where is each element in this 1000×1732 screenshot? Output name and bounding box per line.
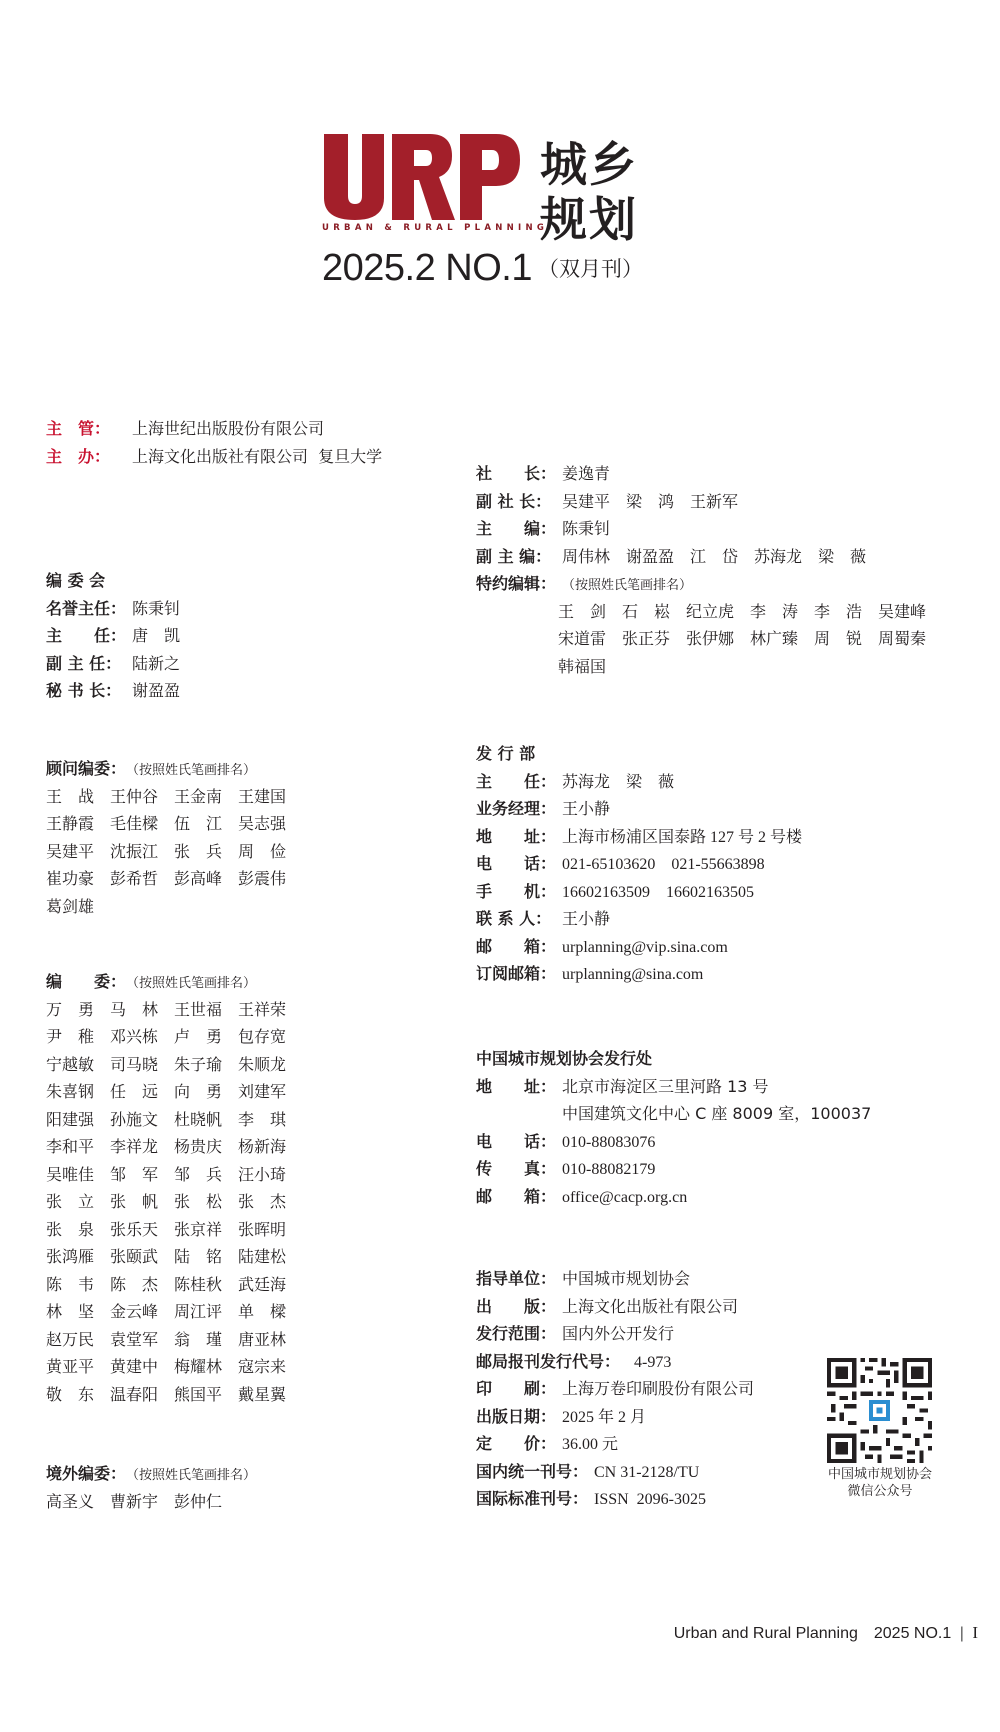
editors-names-row: 黄亚平 黄建中 梅耀林 寇宗来 xyxy=(46,1357,287,1376)
publication-row: 定 价： 36.00 元 xyxy=(476,1434,619,1453)
cacp-block xyxy=(476,1045,871,1210)
distribution-heading: 发 行 部 xyxy=(476,744,536,763)
editors-names-row: 阳建强 孙施文 杜晓帆 李 琪 xyxy=(46,1109,287,1129)
editors-names-row: 张 泉 张乐天 张京祥 张晖明 xyxy=(46,1219,287,1239)
page-number: I xyxy=(972,1623,978,1642)
qr-caption: 中国城市规划协会 微信公众号 xyxy=(827,1467,932,1499)
distribution-row: 电 话： 021-65103620 021-55663898 xyxy=(476,854,765,873)
press-row: 副 社 长： 吴建平 梁 鸿 王新军 xyxy=(476,491,739,511)
advisors-names-row: 崔功豪 彭希哲 彭高峰 彭震伟 xyxy=(46,869,287,888)
publication-row: 指导单位： 中国城市规划协会 xyxy=(476,1269,691,1288)
press-row: 主 编： 陈秉钊 xyxy=(476,519,611,538)
cacp-row: 电 话： 010-88083076 xyxy=(476,1131,656,1151)
distribution-row: 地 址： 上海市杨浦区国泰路 127 号 2 号楼 xyxy=(476,826,803,846)
wechat-qr-code-icon[interactable] xyxy=(827,1358,932,1463)
distribution-row: 联 系 人： 王小静 xyxy=(476,909,611,928)
committee-row: 秘 书 长： 谢盈盈 xyxy=(46,681,181,700)
editors-names-row: 敬 东 温春阳 熊国平 戴星翼 xyxy=(46,1384,287,1404)
press-row: 社 长： 姜逸青 xyxy=(476,464,611,483)
publication-row: 出 版： 上海文化出版社有限公司 xyxy=(476,1296,739,1316)
advisors-names-row: 王静霞 毛佳樑 伍 江 吴志强 xyxy=(46,814,287,833)
committee-row: 主 任： 唐 凯 xyxy=(46,626,181,645)
issue-text: 2025.2 NO.1 xyxy=(322,247,532,289)
cacp-row: 邮 箱： office@cacp.org.cn xyxy=(476,1186,688,1206)
logo-english-title: URBAN & RURAL PLANNING xyxy=(322,223,549,233)
issue-frequency: （双月刊） xyxy=(537,258,643,281)
advisors-block xyxy=(46,755,286,920)
advisors-names-row: 吴建平 沈振江 张 兵 周 俭 xyxy=(46,841,287,861)
editors-names-row: 赵万民 袁堂军 翁 瑾 唐亚林 xyxy=(46,1329,287,1349)
special-editors-heading: 特约编辑： （按照姓氏笔画排名） xyxy=(476,574,693,593)
special-editors-names-row: 韩福国 xyxy=(558,656,607,676)
distribution-row: 手 机： 16602163509 16602163505 xyxy=(476,881,755,901)
committee-heading: 编 委 会 xyxy=(46,571,106,590)
editors-heading: 编 委：（按照姓氏笔画排名） xyxy=(46,972,257,991)
editors-block xyxy=(46,968,286,1408)
committee-row: 名誉主任： 陈秉钊 xyxy=(46,598,181,618)
sponsor-row: 主 办： 上海文化出版社有限公司 复旦大学 xyxy=(46,446,383,466)
editors-names-row: 尹 稚 邓兴栋 卢 勇 包存宽 xyxy=(46,1027,287,1046)
editors-names-row: 陈 韦 陈 杰 陈桂秋 武廷海 xyxy=(46,1274,287,1294)
publication-row: 国内统一刊号： CN 31-2128/TU xyxy=(476,1461,700,1481)
editors-names-row: 吴唯佳 邹 军 邹 兵 汪小琦 xyxy=(46,1164,287,1184)
footer-text: Urban and Rural Planning 2025 NO.1 xyxy=(673,1625,952,1642)
editors-names-row: 宁越敏 司马晓 朱子瑜 朱顺龙 xyxy=(46,1054,287,1074)
press-row: 副 主 编： 周伟林 谢盈盈 江 岱 苏海龙 梁 薇 xyxy=(476,546,867,566)
publication-row: 国际标准刊号： ISSN 2096-3025 xyxy=(476,1489,707,1508)
sponsor-block xyxy=(46,415,382,470)
publication-row: 发行范围： 国内外公开发行 xyxy=(476,1324,675,1343)
special-editors-names-row: 宋道雷 张正芬 张伊娜 林广臻 周 锐 周蜀秦 xyxy=(558,629,927,648)
editors-names-row: 李和平 李祥龙 杨贵庆 杨新海 xyxy=(46,1137,287,1156)
publication-row: 印 刷： 上海万卷印刷股份有限公司 xyxy=(476,1379,755,1398)
distribution-row: 邮 箱： urplanning@vip.sina.com xyxy=(476,936,728,956)
cacp-row: 传 真： 010-88082179 xyxy=(476,1159,656,1178)
editors-names-row: 万 勇 马 林 王世福 王祥荣 xyxy=(46,999,287,1019)
distribution-block xyxy=(476,740,802,988)
cacp-row: 地 址： 北京市海淀区三里河路 13 号 xyxy=(476,1076,769,1096)
distribution-row: 订阅邮箱： urplanning@sina.com xyxy=(476,964,704,983)
special-editors-names-row: 王 剑 石 崧 纪立虎 李 涛 李 浩 吴建峰 xyxy=(558,601,927,621)
distribution-row: 主 任： 苏海龙 梁 薇 xyxy=(476,771,675,791)
advisors-heading: 顾问编委：（按照姓氏笔画排名） xyxy=(46,759,257,778)
committee-row: 副 主 任： 陆新之 xyxy=(46,653,181,673)
advisors-names-row: 王 战 王仲谷 王金南 王建国 xyxy=(46,786,287,806)
sponsor-row: 主 管： 上海世纪出版股份有限公司 xyxy=(46,419,325,438)
editors-names-row: 林 坚 金云峰 周江评 单 樑 xyxy=(46,1302,287,1321)
publication-row: 邮局报刊发行代号： 4-973 xyxy=(476,1351,672,1371)
overseas-heading: 境外编委：（按照姓氏笔画排名） xyxy=(46,1464,257,1483)
distribution-row: 业务经理： 王小静 xyxy=(476,799,611,818)
page-footer xyxy=(674,1620,978,1643)
editors-names-row: 朱喜钢 任 远 向 勇 刘建军 xyxy=(46,1082,287,1101)
urp-logo xyxy=(322,132,522,222)
overseas-names-row: 高圣义 曹新宇 彭仲仁 xyxy=(46,1491,223,1511)
publication-block xyxy=(476,1265,754,1513)
logo-chinese-title: 城乡 规划 xyxy=(540,138,638,248)
advisors-names-row: 葛剑雄 xyxy=(46,896,95,916)
issue-number xyxy=(322,247,643,290)
editors-names-row: 张鸿雁 张颐武 陆 铭 陆建松 xyxy=(46,1247,287,1266)
committee-block xyxy=(46,567,180,705)
footer-divider: | xyxy=(959,1625,964,1642)
overseas-block xyxy=(46,1460,256,1515)
cacp-row: 中国建筑文化中心 C 座 8009 室，100037 xyxy=(562,1104,872,1123)
editors-names-row: 张 立 张 帆 张 松 张 杰 xyxy=(46,1192,287,1211)
cacp-heading: 中国城市规划协会发行处 xyxy=(476,1049,653,1068)
press-block xyxy=(476,460,926,680)
publication-row: 出版日期： 2025 年 2 月 xyxy=(476,1406,647,1426)
